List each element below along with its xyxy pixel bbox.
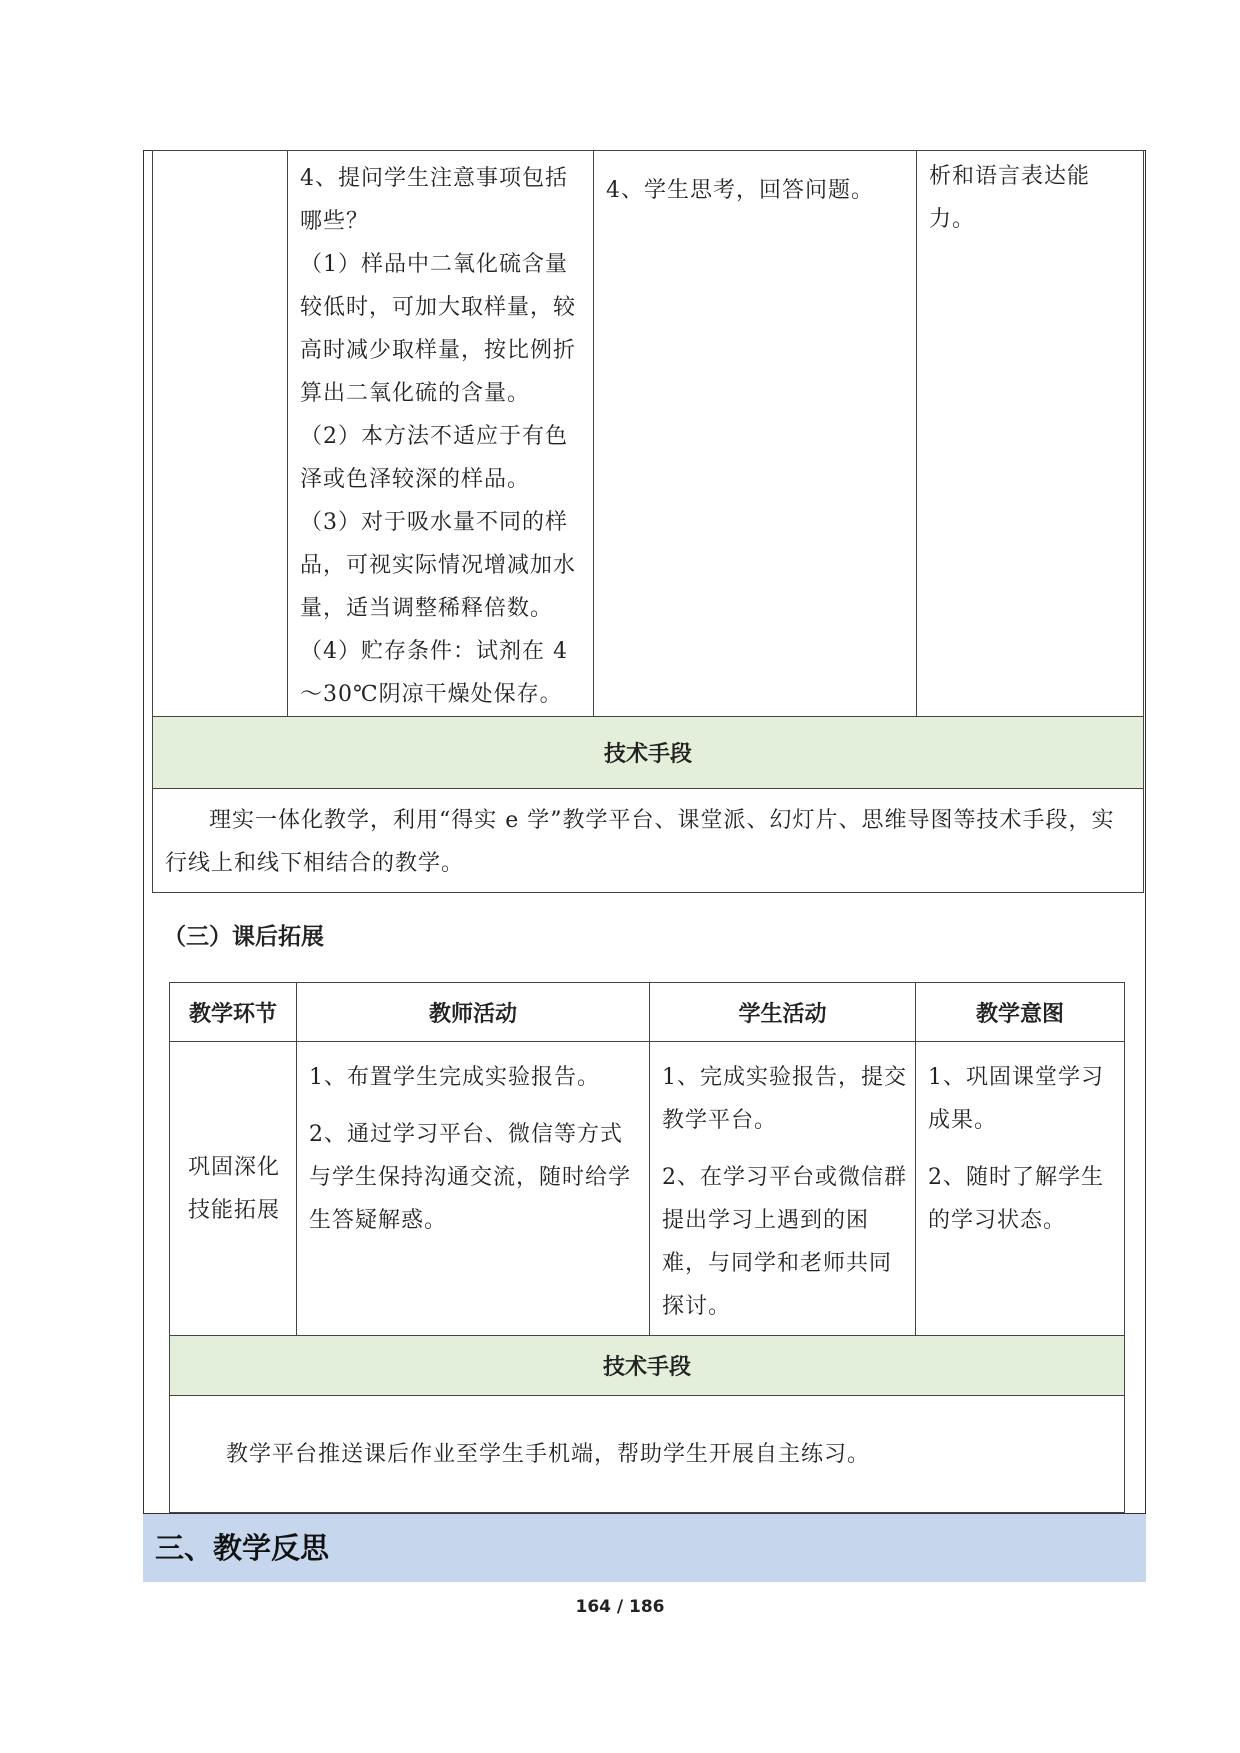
intent-text: 析和语言表达能力。 xyxy=(929,164,1091,232)
student-line: 2、在学习平台或微信群提出学习上遇到的困难，与同学和老师共同探讨。 xyxy=(662,1165,907,1319)
student-line: 1、完成实验报告，提交教学平台。 xyxy=(662,1065,907,1133)
header-stage: 教学环节 xyxy=(170,983,297,1042)
stage-text: 巩固深化技能拓展 xyxy=(188,1154,281,1223)
teacher-activity-cell xyxy=(288,151,594,717)
intent-cell xyxy=(916,1042,1125,1336)
tech-means-text: 教学平台推送课后作业至学生手机端，帮助学生开展自主练习。 xyxy=(226,1441,871,1467)
student-activity-text: 4、学生思考，回答问题。 xyxy=(606,178,874,203)
tech-means-text: 理实一体化教学，利用“得实 e 学”教学平台、课堂派、幻灯片、思维导图等技术手段，实行线上和线下相结合的教学。 xyxy=(165,808,1115,876)
teacher-line: 1、布置学生完成实验报告。 xyxy=(309,1065,600,1090)
teacher-line: （3）对于吸水量不同的样品，可视实际情况增减加水量，适当调整稀释倍数。 xyxy=(300,510,577,621)
tech-means-header: 技术手段 xyxy=(153,717,1144,789)
intent-cell xyxy=(917,151,1144,717)
page-number: 164 / 186 xyxy=(575,1597,665,1617)
intent-line: 2、随时了解学生的学习状态。 xyxy=(928,1165,1104,1233)
section-heading-band xyxy=(143,1513,1146,1582)
teacher-line: （4）贮存条件：试剂在 4～30℃阴凉干燥处保存。 xyxy=(300,639,568,707)
teacher-line: （2）本方法不适应于有色泽或色泽较深的样品。 xyxy=(300,424,568,492)
header-intent: 教学意图 xyxy=(916,983,1125,1042)
tech-means-cell xyxy=(153,789,1144,893)
stage-cell-empty xyxy=(153,151,288,717)
teacher-activity-cell xyxy=(297,1042,650,1336)
student-activity-cell xyxy=(594,151,917,717)
teacher-line: （1）样品中二氧化硫含量较低时，可加大取样量，较高时减少取样量，按比例折算出二氧化硫的含量。 xyxy=(300,252,577,406)
intent-line: 1、巩固课堂学习成果。 xyxy=(928,1065,1104,1133)
header-teacher: 教师活动 xyxy=(297,983,650,1042)
teacher-line: 2、通过学习平台、微信等方式与学生保持沟通交流，随时给学生答疑解惑。 xyxy=(309,1122,632,1233)
lesson-table-continued xyxy=(152,150,1144,893)
section-title: （三）课后拓展 xyxy=(163,924,324,950)
stage-cell xyxy=(170,1042,297,1336)
section-heading: 三、教学反思 xyxy=(155,1531,330,1565)
student-activity-cell xyxy=(650,1042,916,1336)
after-class-table xyxy=(169,982,1125,1513)
header-student: 学生活动 xyxy=(650,983,916,1042)
teacher-line: 4、提问学生注意事项包括哪些？ xyxy=(300,166,568,234)
tech-means-cell xyxy=(170,1396,1125,1513)
tech-means-header: 技术手段 xyxy=(170,1336,1125,1396)
